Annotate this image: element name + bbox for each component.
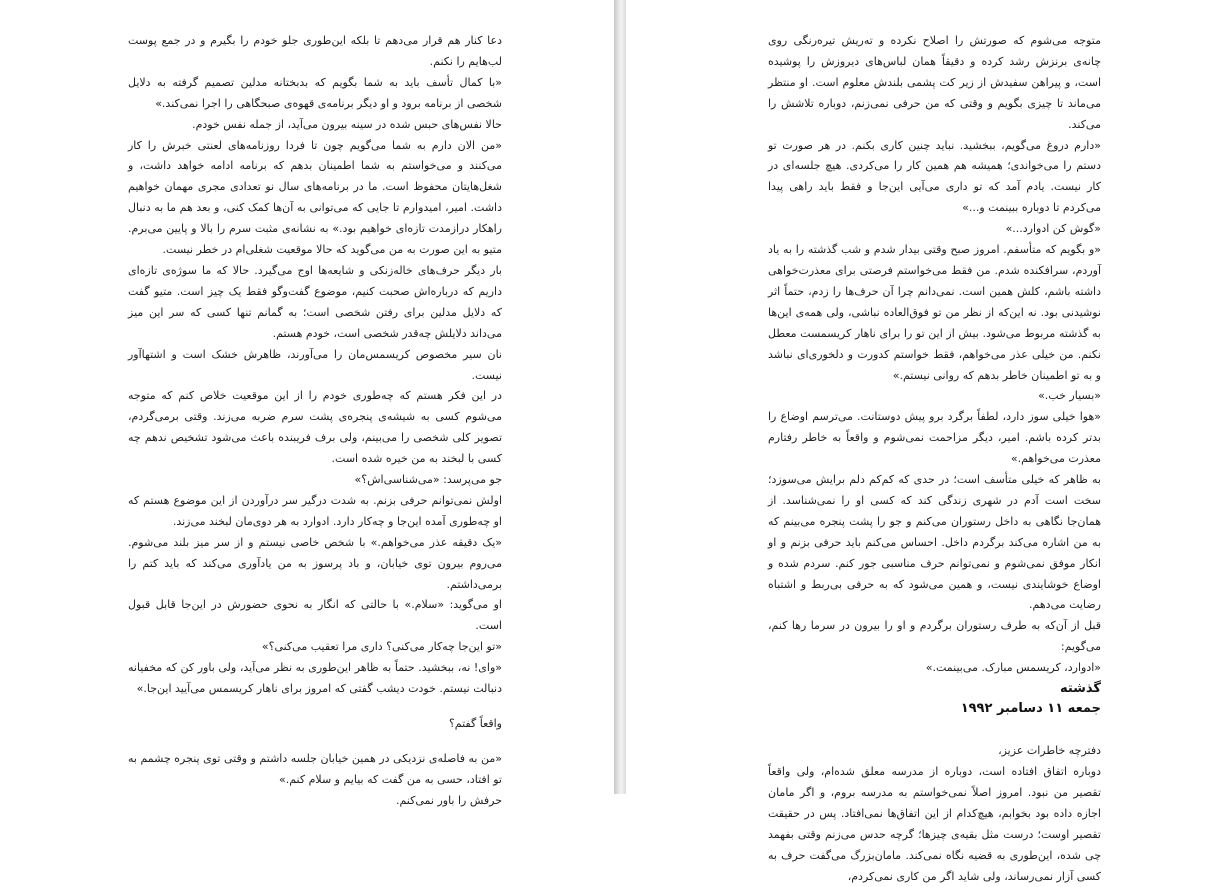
paragraph: حرفش را باور نمی‌کنم. bbox=[395, 793, 502, 807]
paragraph: جو می‌پرسد: «می‌شناسی‌اش؟» bbox=[354, 473, 502, 487]
left-page-text bbox=[128, 31, 502, 812]
section-heading: گذشته bbox=[1059, 681, 1101, 697]
paragraph: به ظاهر که خیلی متأسف است؛ در حدی که کم‌کم دلم برایش می‌سوزد؛ سخت است آدم در شهری زندگی کند که کسی او را نمی‌شناسد. از همان‌جا نگاهی به داخل رستوران می‌کنم و جو را پشت پنجره می‌بینم که به من اشاره می‌کند برگردم داخل. احساس می‌کنم باید حرفی بزنم و او انکار موفق نمی‌شوم و نمی‌توانم حرف مناسبی جور کنم. سردم شده و اوضاع خوشایندی نیست، و همین می‌شود که به حرفی بی‌ربط و اشتباه رضایت می‌دهم. bbox=[768, 473, 1101, 612]
paragraph: «و بگویم که متأسفم. امروز صبح وقتی بیدار شدم و شب گذشته را به یاد آوردم، سرافکنده شدم. من فقط می‌خواستم فرصتی برای معذرت‌خواهی داشته باشم، کلش همین است. نمی‌دانم چرا آن حرف‌ها را زدم، حتماً اثر نوشیدنی بود. نه این‌که از نظر من تو فوق‌العاده نباشی، ولی همه‌ی این‌ها به گذشته مربوط می‌شود. بیش از این تو را برای ناهار کریسمست معطل نکنم. من خیلی عذر می‌خواهم، فقط خواستم کدورت و دلخوری‌ای نباشد و به تو اطمینان خاطر بدهم که روانی نیستم.» bbox=[768, 243, 1101, 382]
paragraph: بار دیگر حرف‌های خاله‌زنکی و شایعه‌ها اوج می‌گیرد. حالا که ما سوژه‌ی تازه‌ای داریم که درباره‌اش صحبت کنیم، موضوع گفت‌وگو فقط یک چیز است. متیو گفت که دلایل مدلین برای رفتن شخصی است؛ به گمانم تنها کسی که سر این میز می‌داند دلایلش چه‌قدر شخصی است، خودم هستم. bbox=[128, 263, 502, 340]
right-page-text bbox=[768, 31, 1101, 887]
paragraph: «یک دقیقه عذر می‌خواهم.» با شخص خاصی نیستم و از سر میز بلند می‌شوم. می‌روم بیرون توی خیابان، و باد پرسوز به من یادآوری می‌کند که باید کتم را برمی‌داشتم. bbox=[128, 535, 502, 591]
paragraph: اولش نمی‌توانم حرفی بزنم. به شدت درگیر سر درآوردن از این موضوع هستم که او چه‌طوری آمده این‌جا و چه‌کار دارد. ادوارد به هر دوی‌مان لبخند می‌زند. bbox=[128, 493, 502, 528]
paragraph: «هوا خیلی سوز دارد، لطفاً برگرد برو پیش دوستانت. می‌ترسم اوضاع را بدتر کرده باشم. امیر، دیگر مزاحمت نمی‌شوم و واقعاً به خاطر رفتارم معذرت می‌خواهم.» bbox=[768, 410, 1101, 466]
paragraph: «تو این‌جا چه‌کار می‌کنی؟ داری مرا تعقیب می‌کنی؟» bbox=[261, 640, 502, 654]
right-page bbox=[626, 0, 1223, 883]
left-page bbox=[0, 0, 614, 807]
paragraph: قبل از آن‌که به طرف رستوران برگردم و او را بیرون در سرما رها کنم، می‌گویم: bbox=[768, 619, 1101, 654]
paragraph: در این فکر هستم که چه‌طوری خودم را از این موقعیت خلاص کنم که متوجه می‌شوم کسی به شیشه‌ی پنجره‌ی پشت سرم ضربه می‌زند. وقتی برمی‌گردم، تصویر کلی شخصی را می‌بینم، ولی برف فریبنده باعث می‌شود تشخیص ندهم چه کسی با لبخند به من خیره شده است. bbox=[128, 389, 502, 466]
paragraph-gap bbox=[128, 700, 502, 714]
heading-gap bbox=[768, 719, 1101, 741]
paragraph: حالا نفس‌های حبس شده در سینه بیرون می‌آید، از جمله نفس خودم. bbox=[192, 117, 502, 131]
diary-date-heading: جمعه ۱۱ دسامبر ۱۹۹۲ bbox=[960, 701, 1101, 717]
paragraph-gap bbox=[128, 735, 502, 749]
paragraph: «وای! نه، ببخشید. حتماً به ظاهر این‌طوری به نظر می‌آید، ولی باور کن که مخفیانه دنبالت نیستم. خودت دیشب گفتی که امروز برای ناهار کریسمس می‌آیید این‌جا.» bbox=[128, 661, 502, 696]
paragraph: دعا کنار هم قرار می‌دهم تا بلکه این‌طوری جلو خودم را بگیرم و در جمع پوست لب‌هایم را نکنم. bbox=[128, 34, 502, 68]
diary-salutation: دفترچه خاطرات عزیز، bbox=[998, 744, 1101, 758]
paragraph: «من الان دارم به شما می‌گویم چون تا فردا روزنامه‌های لعنتی خبرش را کار می‌کنند و می‌خواستم به شما اطمینان بدهم که برنامه ادامه خواهد داشت، و شغل‌هایتان محفوظ است. ما در برنامه‌های سال نو تعدادی مجری مهمان خواهیم داشت. امیر، امیدوارم تا جایی که می‌توانی به آن‌ها کمک کنی، و بعد هم ما به دنبال راهکار درازمدت تازه‌ای خواهیم بود.» به نشانه‌ی مثبت سرم را بالا و پایین می‌برم. متیو به این صورت به من می‌گوید که حالا موقعیت شغلی‌ام در خطر نیست. bbox=[128, 138, 502, 257]
paragraph: او می‌گوید: «سلام.» با حالتی که انگار به نحوی حضورش در این‌جا قابل قبول است. bbox=[128, 598, 502, 633]
paragraph: دوباره اتفاق افتاده است، دوباره از مدرسه معلق شده‌ام، ولی واقعاً تقصیر من نبود. امروز اصلاً نمی‌خواستم به مدرسه بروم، و اگر مامان اجازه داده بود بخوابم، هیچ‌کدام از این اتفاق‌ها نمی‌افتاد. پس در حقیقت تقصیر اوست؛ درست مثل بقیه‌ی چیزها؛ گرچه حدس می‌زنم وقتی بفهمد چی شده، این‌طوری به قضیه نگاه نمی‌کند. مامان‌بزرگ می‌گفت حرف به کسی آزار نمی‌رساند، ولی شاید اگر من کاری نمی‌کردم، bbox=[768, 765, 1101, 883]
paragraph: متوجه می‌شوم که صورتش را اصلاح نکرده و ته‌ریش تیره‌رنگی روی چانه‌ی برنزش رشد کرده و دقیقاً همان لباس‌های دیروزش را پوشیده است، و پیراهن سفیدش از زیر کت پشمی بلندش معلوم است. او منتظر می‌ماند تا چیزی بگویم و وقتی که من حرفی نمی‌زنم، دوباره تلاشش را می‌کند. bbox=[768, 34, 1101, 131]
paragraph: «ادوارد، کریسمس مبارک. می‌بینمت.» bbox=[925, 661, 1101, 675]
paragraph: «من به فاصله‌ی نزدیکی در همین خیابان جلسه داشتم و وقتی توی پنجره چشمم به تو افتاد، حسی به من گفت که بیایم و سلام کنم.» bbox=[128, 751, 502, 786]
paragraph: «بسیار خب.» bbox=[1038, 389, 1101, 403]
paragraph: «با کمال تأسف باید به شما بگویم که بدبختانه مدلین تصمیم گرفته به دلایل شخصی از برنامه برود و او دیگر برنامه‌ی قهوه‌ی صبحگاهی را اجرا نمی‌کند.» bbox=[128, 75, 502, 110]
paragraph: «دارم دروغ می‌گویم، ببخشید. نباید چنین کاری بکنم. در هر صورت تو دستم را می‌خواندی؛ همیشه هم همین کار را می‌کردی. هیچ جلسه‌ای در کار نیست. یادم آمد که تو داری می‌آیی این‌جا و فقط باید راهی پیدا می‌کردم تا دوباره ببینمت و...» bbox=[768, 138, 1101, 215]
paragraph: «گوش کن ادوارد...» bbox=[1005, 222, 1101, 236]
paragraph: نان سیر مخصوص کریسمس‌مان را می‌آورند، ظاهرش خشک است و اشتهاآور نیست. bbox=[128, 347, 502, 382]
book-gutter bbox=[614, 0, 626, 794]
paragraph: واقعاً گفتم؟ bbox=[448, 717, 502, 730]
